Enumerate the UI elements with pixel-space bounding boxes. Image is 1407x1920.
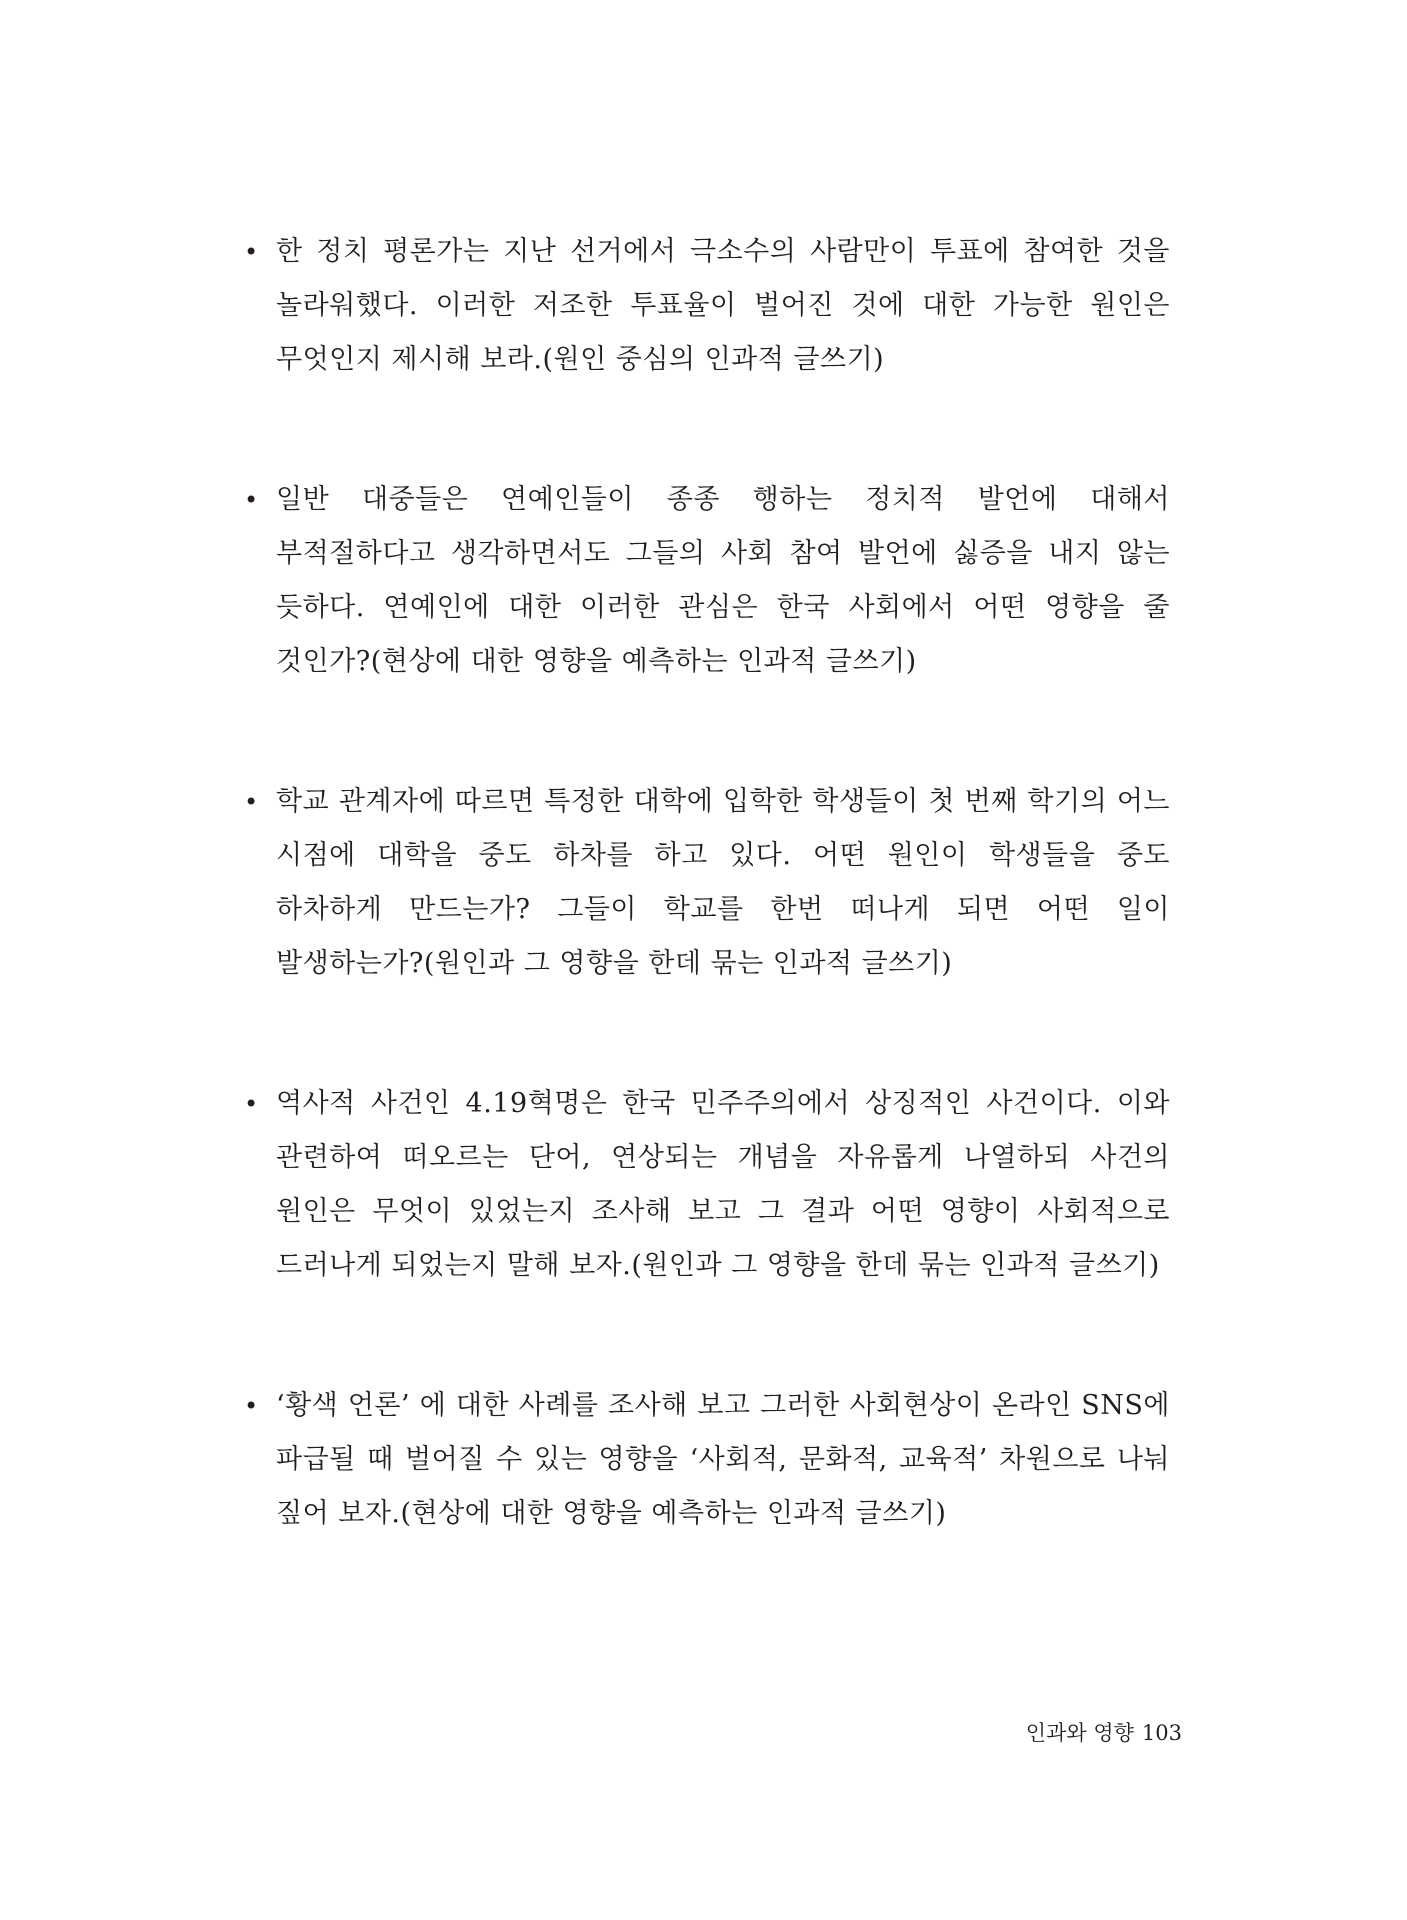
- question-item: [240, 225, 1170, 387]
- question-list: [240, 225, 1170, 1627]
- running-title: 인과와 영향: [1025, 1721, 1134, 1745]
- question-text: 일반 대중들은 연예인들이 종종 행하는 정치적 발언에 대해서 부적절하다고 생각하면서도 그들의 사회 참여 발언에 싫증을 내지 않는 듯하다. 연예인에 대한 이러한 관심은 한국 사회에서 어떤 영향을 줄 것인가?(현상에 대한 영향을 예측하는 인과적 글쓰기): [276, 484, 1170, 677]
- question-item: [240, 473, 1170, 689]
- question-item: [240, 1077, 1170, 1293]
- bullet-icon: •: [244, 788, 259, 816]
- bullet-icon: •: [244, 1392, 259, 1420]
- page-number: 103: [1141, 1721, 1182, 1745]
- question-text: ‘황색 언론’ 에 대한 사례를 조사해 보고 그러한 사회현상이 온라인 SNS에 파급될 때 벌어질 수 있는 영향을 ‘사회적, 문화적, 교육적’ 차원으로 나눠 짚어 보자.(현상에 대한 영향을 예측하는 인과적 글쓰기): [276, 1390, 1170, 1529]
- question-text: 역사적 사건인 4.19혁명은 한국 민주주의에서 상징적인 사건이다. 이와 관련하여 떠오르는 단어, 연상되는 개념을 자유롭게 나열하되 사건의 원인은 무엇이 있었는지 조사해 보고 그 결과 어떤 영향이 사회적으로 드러나게 되었는지 말해 보자.(원인과 그 영향을 한데 묶는 인과적 글쓰기): [276, 1088, 1170, 1281]
- question-item: [240, 1379, 1170, 1541]
- question-text: 학교 관계자에 따르면 특정한 대학에 입학한 학생들이 첫 번째 학기의 어느 시점에 대학을 중도 하차를 하고 있다. 어떤 원인이 학생들을 중도 하차하게 만드는가? 그들이 학교를 한번 떠나게 되면 어떤 일이 발생하는가?(원인과 그 영향을 한데 묶는 인과적 글쓰기): [276, 786, 1170, 979]
- bullet-icon: •: [244, 238, 259, 266]
- question-text: 한 정치 평론가는 지난 선거에서 극소수의 사람만이 투표에 참여한 것을 놀라워했다. 이러한 저조한 투표율이 벌어진 것에 대한 가능한 원인은 무엇인지 제시해 보라.(원인 중심의 인과적 글쓰기): [276, 236, 1170, 375]
- page-footer: [1026, 1718, 1182, 1748]
- bullet-icon: •: [244, 486, 259, 514]
- question-item: [240, 775, 1170, 991]
- bullet-icon: •: [244, 1090, 259, 1118]
